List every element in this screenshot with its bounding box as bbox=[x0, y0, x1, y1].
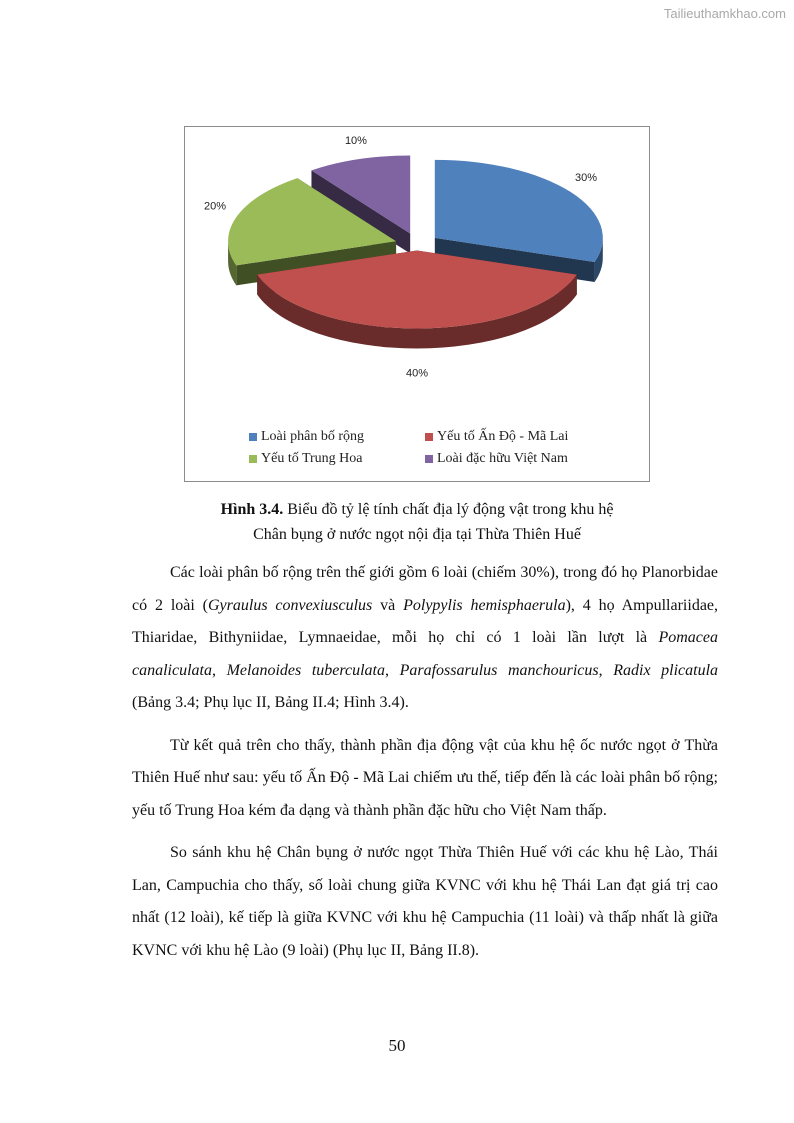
caption-line-2: Chân bụng ở nước ngọt nội địa tại Thừa Thiên Huế bbox=[253, 526, 581, 543]
species-name: Parafossarulus manchouricus bbox=[399, 661, 599, 679]
watermark: Tailieuthamkhao.com bbox=[663, 6, 786, 21]
text-run: , bbox=[211, 661, 227, 679]
species-name: Polypylis hemisphaerula bbox=[403, 596, 566, 614]
legend-label: Yếu tố Trung Hoa bbox=[261, 451, 363, 466]
legend-label: Yếu tố Ấn Độ - Mã Lai bbox=[437, 429, 569, 444]
legend-item-widespread bbox=[249, 429, 425, 445]
chart-legend bbox=[249, 429, 609, 467]
text-run: , bbox=[385, 661, 400, 679]
species-name: Melanoides tuberculata bbox=[226, 661, 385, 679]
text-run: Các loài phân bố rộng trên thế giới gồm 6 loài (chiếm 30%), trong đó họ Planorbidae có 2 loài ( bbox=[132, 564, 718, 614]
legend-swatch bbox=[249, 455, 257, 463]
figure-caption bbox=[184, 497, 650, 547]
body-text bbox=[132, 557, 718, 977]
species-name: Pomacea canaliculata bbox=[132, 629, 718, 679]
legend-label: Loài phân bố rộng bbox=[261, 429, 365, 444]
legend-item-indo-malay bbox=[425, 429, 609, 445]
text-run: ), 4 họ Ampullariidae, Thiaridae, Bithyniidae, Lymnaeidae, mỗi họ chỉ có 1 loài lần lượt là bbox=[132, 596, 719, 646]
legend-swatch bbox=[425, 433, 433, 441]
paragraph-1 bbox=[132, 557, 718, 720]
caption-line-1 bbox=[184, 497, 650, 522]
text-run: và bbox=[372, 596, 404, 614]
text-run: (Bảng 3.4; Phụ lục II, Bảng II.4; Hình 3.4). bbox=[132, 694, 409, 711]
pie-data-label: 20% bbox=[203, 200, 227, 213]
page-number: 50 bbox=[388, 1036, 406, 1055]
species-name: Radix plicatula bbox=[613, 661, 719, 679]
paragraph-3: So sánh khu hệ Chân bụng ở nước ngọt Thừa Thiên Huế với các khu hệ Lào, Thái Lan, Campuchia cho thấy, số loài chung giữa KVNC với khu hệ Thái Lan đạt giá trị cao nhất (12 loài), kế tiếp là giữa KVNC với khu hệ Campuchia (11 loài) và thấp nhất là giữa KVNC với khu hệ Lào (9 loài) (Phụ lục II, Bảng II.8). bbox=[132, 844, 718, 959]
legend-item-endemic bbox=[425, 451, 609, 467]
legend-item-chinese bbox=[249, 451, 425, 467]
species-name: Gyraulus convexiusculus bbox=[208, 596, 373, 614]
pie-data-label: 10% bbox=[344, 134, 367, 147]
paragraph-2: Từ kết quả trên cho thấy, thành phần địa động vật của khu hệ ốc nước ngọt ở Thừa Thiên Huế như sau: yếu tố Ấn Độ - Mã Lai chiếm ưu thế, tiếp đến là các loài phân bố rộng; yếu tố Trung Hoa kém đa dạng và thành phần đặc hữu cho Việt Nam thấp. bbox=[132, 736, 718, 819]
legend-swatch bbox=[249, 433, 257, 441]
figure-label: Hình 3.4. bbox=[220, 501, 284, 518]
caption-text-1: Biểu đồ tỷ lệ tính chất địa lý động vật trong khu hệ bbox=[283, 501, 614, 518]
legend-swatch bbox=[425, 455, 433, 463]
pie-chart-svg bbox=[185, 127, 649, 481]
pie-data-label: 40% bbox=[405, 367, 429, 380]
pie-chart bbox=[184, 126, 650, 482]
text-run: , bbox=[598, 661, 614, 679]
pie-data-label: 30% bbox=[575, 171, 598, 184]
legend-label: Loài đặc hữu Việt Nam bbox=[437, 451, 568, 466]
